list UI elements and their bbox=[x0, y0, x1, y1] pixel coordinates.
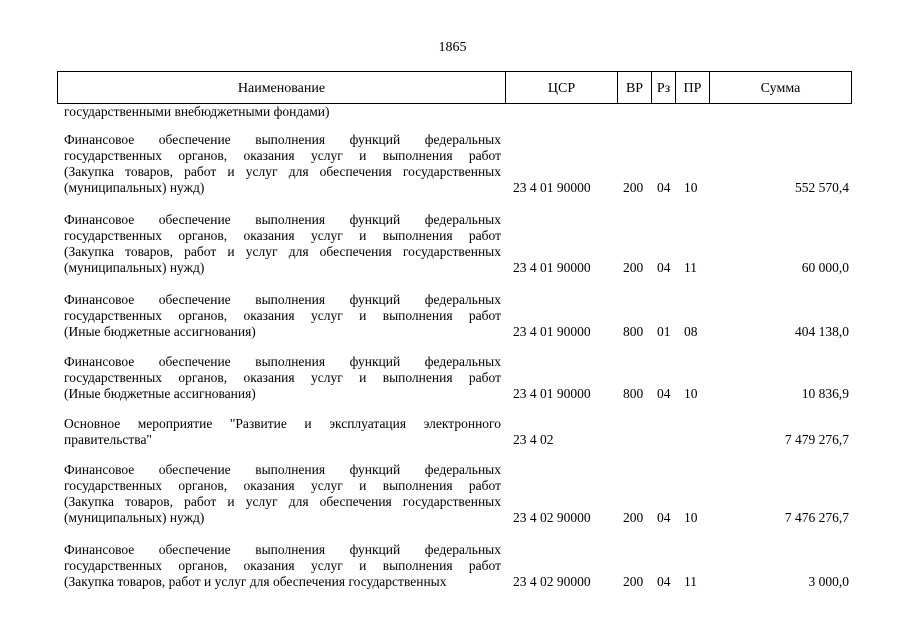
row-csr: 23 4 01 90000 bbox=[513, 180, 591, 195]
row-name bbox=[64, 132, 501, 196]
row-name-line: (Закупка товаров, работ и услуг для обеспечения государственных bbox=[64, 244, 501, 259]
row-name-line: государственных органов, оказания услуг и выполнения работ bbox=[64, 558, 501, 573]
row-rz: 04 bbox=[657, 180, 671, 195]
table-header bbox=[57, 71, 852, 104]
row-csr: 23 4 01 90000 bbox=[513, 386, 591, 401]
row-name-line: Финансовое обеспечение выполнения функций федеральных bbox=[64, 132, 501, 147]
row-csr: 23 4 02 bbox=[513, 432, 554, 447]
row-rz: 04 bbox=[657, 574, 671, 589]
row-sum: 3 000,0 bbox=[808, 574, 849, 589]
row-csr: 23 4 01 90000 bbox=[513, 260, 591, 275]
row-csr: 23 4 02 90000 bbox=[513, 574, 591, 589]
row-pr: 11 bbox=[684, 260, 697, 275]
row-name bbox=[64, 354, 501, 402]
row-rz: 04 bbox=[657, 510, 671, 525]
row-vr: 200 bbox=[623, 260, 644, 275]
row-pr: 11 bbox=[684, 574, 697, 589]
header-name: Наименование bbox=[58, 72, 506, 103]
row-sum: 7 479 276,7 bbox=[784, 432, 849, 447]
header-csr: ЦСР bbox=[506, 72, 618, 103]
row-name-line: (Иные бюджетные ассигнования) bbox=[64, 386, 256, 401]
row-name-line: (муниципальных) нужд) bbox=[64, 260, 205, 275]
row-vr: 800 bbox=[623, 324, 644, 339]
continuation-line: государственными внебюджетными фондами) bbox=[64, 104, 330, 119]
row-name bbox=[64, 212, 501, 276]
row-name-line: (муниципальных) нужд) bbox=[64, 510, 205, 525]
row-name bbox=[64, 542, 501, 590]
row-sum: 552 570,4 bbox=[795, 180, 849, 195]
row-name-line: (Иные бюджетные ассигнования) bbox=[64, 324, 256, 339]
row-name-line: (Закупка товаров, работ и услуг для обеспечения государственных bbox=[64, 574, 447, 589]
row-rz: 01 bbox=[657, 324, 671, 339]
row-name-line: Финансовое обеспечение выполнения функций федеральных bbox=[64, 354, 501, 369]
row-csr: 23 4 02 90000 bbox=[513, 510, 591, 525]
header-sum: Сумма bbox=[760, 81, 801, 96]
row-name bbox=[64, 416, 501, 448]
row-name-line: Финансовое обеспечение выполнения функций федеральных bbox=[64, 462, 501, 477]
row-pr: 08 bbox=[684, 324, 698, 339]
row-vr: 200 bbox=[623, 510, 644, 525]
row-name bbox=[64, 292, 501, 340]
row-name-line: (муниципальных) нужд) bbox=[64, 180, 205, 195]
row-pr: 10 bbox=[684, 180, 698, 195]
row-vr: 200 bbox=[623, 574, 644, 589]
row-name-line: (Закупка товаров, работ и услуг для обеспечения государственных bbox=[64, 164, 501, 179]
header-vr: ВР bbox=[618, 72, 652, 103]
row-name-line: правительства" bbox=[64, 432, 152, 447]
row-vr: 200 bbox=[623, 180, 644, 195]
row-pr: 10 bbox=[684, 510, 698, 525]
row-name-line: Основное мероприятие "Развитие и эксплуатация электронного bbox=[64, 416, 501, 431]
row-name-line: Финансовое обеспечение выполнения функций федеральных bbox=[64, 212, 501, 227]
row-name-line: государственных органов, оказания услуг и выполнения работ bbox=[64, 308, 501, 323]
page-number: 1865 bbox=[438, 40, 467, 55]
row-name-line: Финансовое обеспечение выполнения функций федеральных bbox=[64, 292, 501, 307]
row-name-line: государственных органов, оказания услуг и выполнения работ bbox=[64, 228, 501, 243]
row-rz: 04 bbox=[657, 260, 671, 275]
row-name-line: государственных органов, оказания услуг и выполнения работ bbox=[64, 148, 501, 163]
row-name-line: (Закупка товаров, работ и услуг для обеспечения государственных bbox=[64, 494, 501, 509]
row-vr: 800 bbox=[623, 386, 644, 401]
row-sum: 7 476 276,7 bbox=[784, 510, 849, 525]
row-rz: 04 bbox=[657, 386, 671, 401]
row-name-line: Финансовое обеспечение выполнения функций федеральных bbox=[64, 542, 501, 557]
header-rz: Рз bbox=[652, 72, 676, 103]
row-pr: 10 bbox=[684, 386, 698, 401]
row-csr: 23 4 01 90000 bbox=[513, 324, 591, 339]
row-name-line: государственных органов, оказания услуг и выполнения работ bbox=[64, 478, 501, 493]
row-sum: 10 836,9 bbox=[801, 386, 849, 401]
row-name-line: государственных органов, оказания услуг и выполнения работ bbox=[64, 370, 501, 385]
header-pr: ПР bbox=[676, 72, 710, 103]
row-name bbox=[64, 462, 501, 526]
row-sum: 404 138,0 bbox=[795, 324, 849, 339]
row-sum: 60 000,0 bbox=[801, 260, 849, 275]
